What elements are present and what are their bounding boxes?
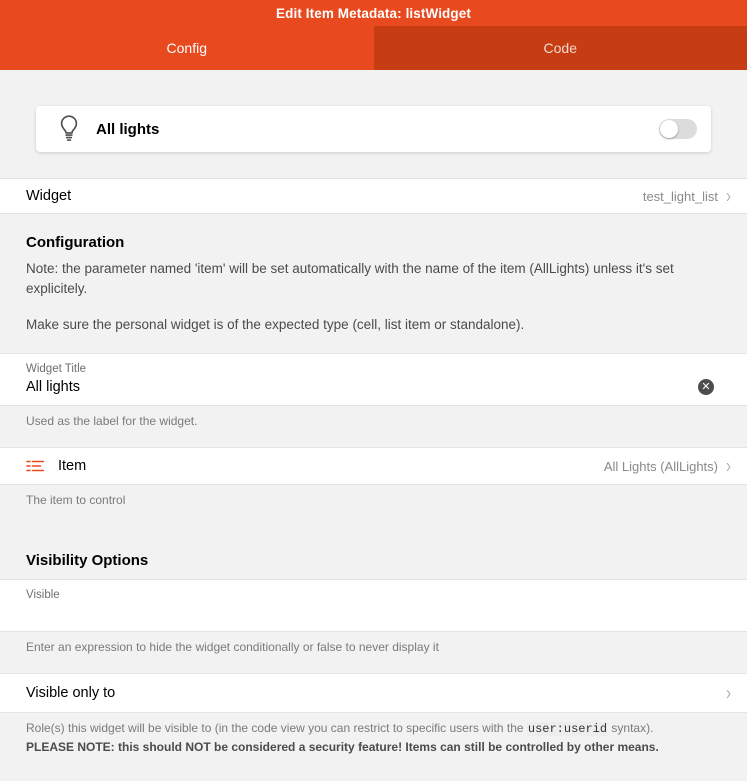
widget-row-block — [0, 178, 747, 214]
chevron-right-icon: › — [726, 184, 731, 208]
item-row-value: All Lights (AllLights) — [603, 458, 718, 474]
lamp-label: All lights — [96, 120, 160, 138]
tab-config[interactable] — [0, 26, 374, 70]
widget-row-label: Widget — [26, 188, 72, 204]
tab-code-label: Code — [543, 40, 577, 56]
tab-code[interactable] — [374, 26, 747, 70]
configuration-note-1: Note: the parameter named 'item' will be set automatically with the name of the item (AllLights) unless it's set explicitely. — [26, 261, 674, 296]
visible-input[interactable] — [26, 603, 731, 623]
visible-label: Visible — [26, 589, 60, 601]
role-help — [26, 720, 721, 737]
visible-only-to-label: Visible only to — [26, 685, 116, 701]
tab-bar — [0, 26, 747, 70]
visible-only-to-row[interactable] — [0, 674, 747, 712]
role-help-warning: PLEASE NOTE: this should NOT be considered a security feature! Items can still be controlled by other means. — [26, 740, 659, 754]
role-help-code: user:userid — [527, 722, 608, 736]
config-content — [0, 70, 747, 781]
role-help-suffix: syntax). — [608, 721, 654, 735]
lamp-preview-card — [36, 106, 711, 152]
item-row-label: Item — [58, 458, 87, 474]
lightbulb-icon — [52, 112, 86, 146]
list-item-icon — [26, 459, 46, 473]
toggle-knob — [660, 120, 678, 138]
lamp-toggle[interactable] — [659, 119, 697, 139]
clear-circle-icon[interactable]: ✕ — [698, 379, 714, 395]
item-row[interactable] — [0, 448, 747, 484]
widget-row-value: test_light_list — [642, 188, 718, 204]
navbar — [0, 0, 747, 26]
configuration-heading: Configuration — [26, 234, 125, 251]
chevron-right-icon: › — [726, 454, 731, 478]
tab-config-label: Config — [166, 40, 207, 56]
visible-block — [0, 579, 747, 632]
role-help-prefix: Role(s) this widget will be visible to (in the code view you can restrict to specific users with the — [26, 721, 527, 735]
visibility-heading: Visibility Options — [26, 552, 149, 569]
page-title: Edit Item Metadata: listWidget — [276, 5, 471, 21]
widget-title-help: Used as the label for the widget. — [26, 414, 198, 428]
visible-only-to-block — [0, 673, 747, 713]
chevron-right-icon: › — [726, 681, 731, 705]
visible-help: Enter an expression to hide the widget conditionally or false to never display it — [26, 640, 439, 654]
widget-title-input[interactable] — [26, 377, 731, 397]
item-row-help: The item to control — [26, 493, 126, 507]
widget-row[interactable] — [0, 179, 747, 213]
item-row-block — [0, 447, 747, 485]
configuration-note-2: Make sure the personal widget is of the expected type (cell, list item or standalone). — [26, 317, 525, 332]
widget-title-label: Widget Title — [26, 363, 87, 375]
widget-title-block — [0, 353, 747, 406]
